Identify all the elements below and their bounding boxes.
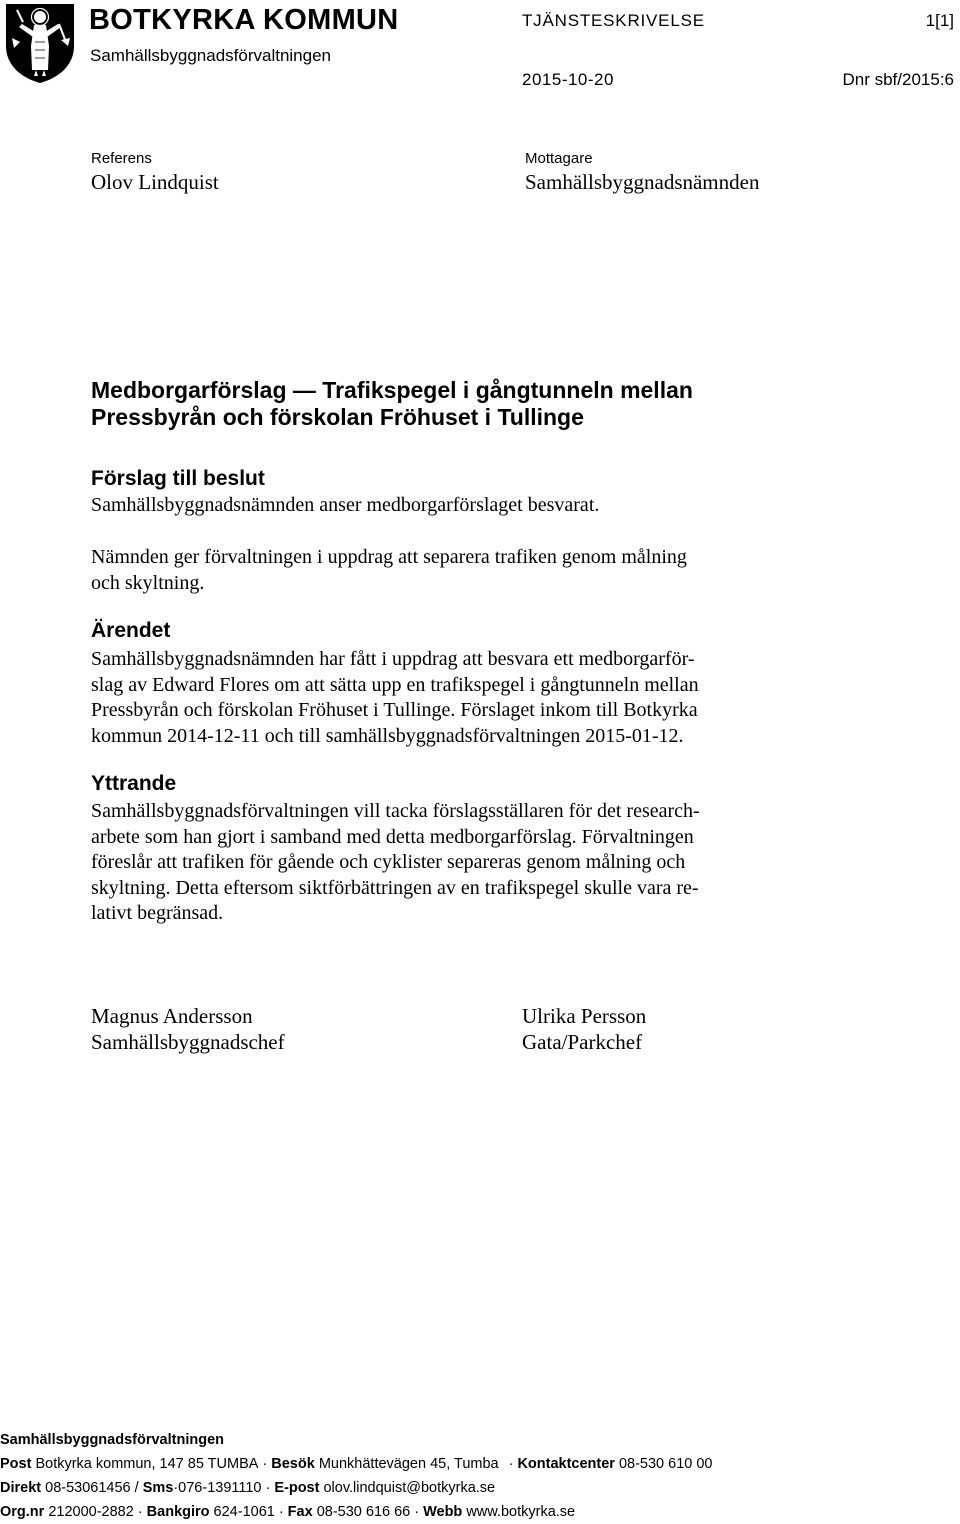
- direct-label: Direkt: [0, 1480, 42, 1496]
- diary-number: Dnr sbf/2015:6: [842, 70, 954, 89]
- document-type: TJÄNSTESKRIVELSE: [522, 11, 705, 30]
- title-line-2: Pressbyrån och förskolan Fröhuset i Tullinge: [91, 404, 584, 430]
- contact-value: 08-530 610 00: [618, 1456, 713, 1472]
- proposal-paragraph-1: Samhällsbyggnadsnämnden anser medborgarförslaget besvarat.: [91, 494, 600, 516]
- sms-value: ·076-1391110: [173, 1480, 262, 1496]
- matter-line: Samhällsbyggnadsnämnden har fått i uppdrag att besvara ett medborgarför-: [91, 648, 695, 670]
- matter-line: kommun 2014-12-11 och till samhällsbyggnadsförvaltningen 2015-01-12.: [91, 724, 684, 747]
- footer-org: Samhällsbyggnadsförvaltningen: [0, 1432, 224, 1448]
- proposal-heading: Förslag till beslut: [91, 467, 265, 490]
- web-label: Webb: [423, 1504, 463, 1520]
- title-line-1: Medborgarförslag — Trafikspegel i gångtunneln mellan: [91, 377, 693, 403]
- signatory-title: Samhällsbyggnadschef: [91, 1030, 285, 1054]
- document-date: 2015-10-20: [522, 70, 614, 89]
- signatory-title: Gata/Parkchef: [522, 1030, 643, 1054]
- post-label: Post: [0, 1456, 32, 1472]
- brand-name: BOTKYRKA KOMMUN: [89, 4, 399, 36]
- separator: ·: [265, 1480, 271, 1496]
- matter-paragraph: [91, 647, 699, 749]
- proposal-paragraph-2-line: och skyltning.: [91, 571, 205, 594]
- reference-name: Olov Lindquist: [91, 170, 219, 194]
- reference-label: Referens: [91, 150, 152, 167]
- email-label: E-post: [274, 1480, 320, 1496]
- separator: ·: [262, 1456, 268, 1472]
- fax-label: Fax: [287, 1504, 313, 1520]
- direct-value: 08-53061456 /: [45, 1480, 139, 1496]
- signature-block-1: [91, 1003, 285, 1055]
- separator: ·: [278, 1504, 284, 1520]
- orgnr-value: 212000-2882: [48, 1504, 134, 1520]
- recipient-name: Samhällsbyggnadsnämnden: [525, 170, 760, 194]
- separator: ·: [137, 1504, 143, 1520]
- fax-value: 08-530 616 66: [316, 1504, 411, 1520]
- signature-block-2: [522, 1003, 646, 1055]
- separator: ·: [414, 1504, 420, 1520]
- bankgiro-value: 624-1061: [213, 1504, 275, 1520]
- statement-line: Samhällsbyggnadsförvaltningen vill tacka förslagsställaren för det research-: [91, 800, 700, 822]
- statement-line: lativt begränsad.: [91, 902, 224, 924]
- visit-value: Munkhättevägen 45, Tumba: [318, 1456, 499, 1472]
- proposal-paragraph-2: [91, 545, 687, 596]
- coat-of-arms-logo: [4, 2, 76, 84]
- matter-line: slag av Edward Flores om att sätta upp en trafikspegel i gångtunneln mellan: [91, 673, 699, 696]
- contact-label: Kontaktcenter: [517, 1456, 615, 1472]
- matter-heading: Ärendet: [91, 619, 171, 642]
- matter-line: Pressbyrån och förskolan Fröhuset i Tullinge. Förslaget inkom till Botkyrka: [91, 699, 698, 721]
- bankgiro-label: Bankgiro: [146, 1504, 210, 1520]
- post-value: Botkyrka kommun, 147 85 TUMBA: [35, 1456, 259, 1472]
- web-value[interactable]: www.botkyrka.se: [466, 1504, 576, 1520]
- page-number: 1[1]: [925, 11, 954, 30]
- document-title: [91, 377, 911, 431]
- statement-line: föreslår att trafiken för gående och cyklister separeras genom målning och: [91, 851, 686, 873]
- statement-heading: Yttrande: [91, 772, 177, 795]
- signatory-name: Ulrika Persson: [522, 1004, 647, 1028]
- footer-line-1: [0, 1452, 713, 1476]
- footer-line-3: [0, 1500, 713, 1524]
- separator: ·: [508, 1456, 514, 1472]
- recipient-label: Mottagare: [525, 150, 593, 167]
- orgnr-label: Org.nr: [0, 1504, 45, 1520]
- email-value[interactable]: olov.lindquist@botkyrka.se: [323, 1480, 496, 1496]
- statement-line: skyltning. Detta eftersom siktförbättringen av en trafikspegel skulle vara re-: [91, 876, 699, 899]
- statement-paragraph: [91, 799, 700, 927]
- sms-label: Sms: [142, 1480, 174, 1496]
- visit-label: Besök: [271, 1456, 315, 1472]
- footer: [0, 1428, 713, 1524]
- proposal-paragraph-2-line: Nämnden ger förvaltningen i uppdrag att separera trafiken genom målning: [91, 546, 687, 568]
- department-name: Samhällsbyggnadsförvaltningen: [90, 46, 331, 65]
- signatory-name: Magnus Andersson: [91, 1004, 253, 1028]
- statement-line: arbete som han gjort i samband med detta medborgarförslag. Förvaltningen: [91, 825, 694, 848]
- footer-line-2: [0, 1476, 713, 1500]
